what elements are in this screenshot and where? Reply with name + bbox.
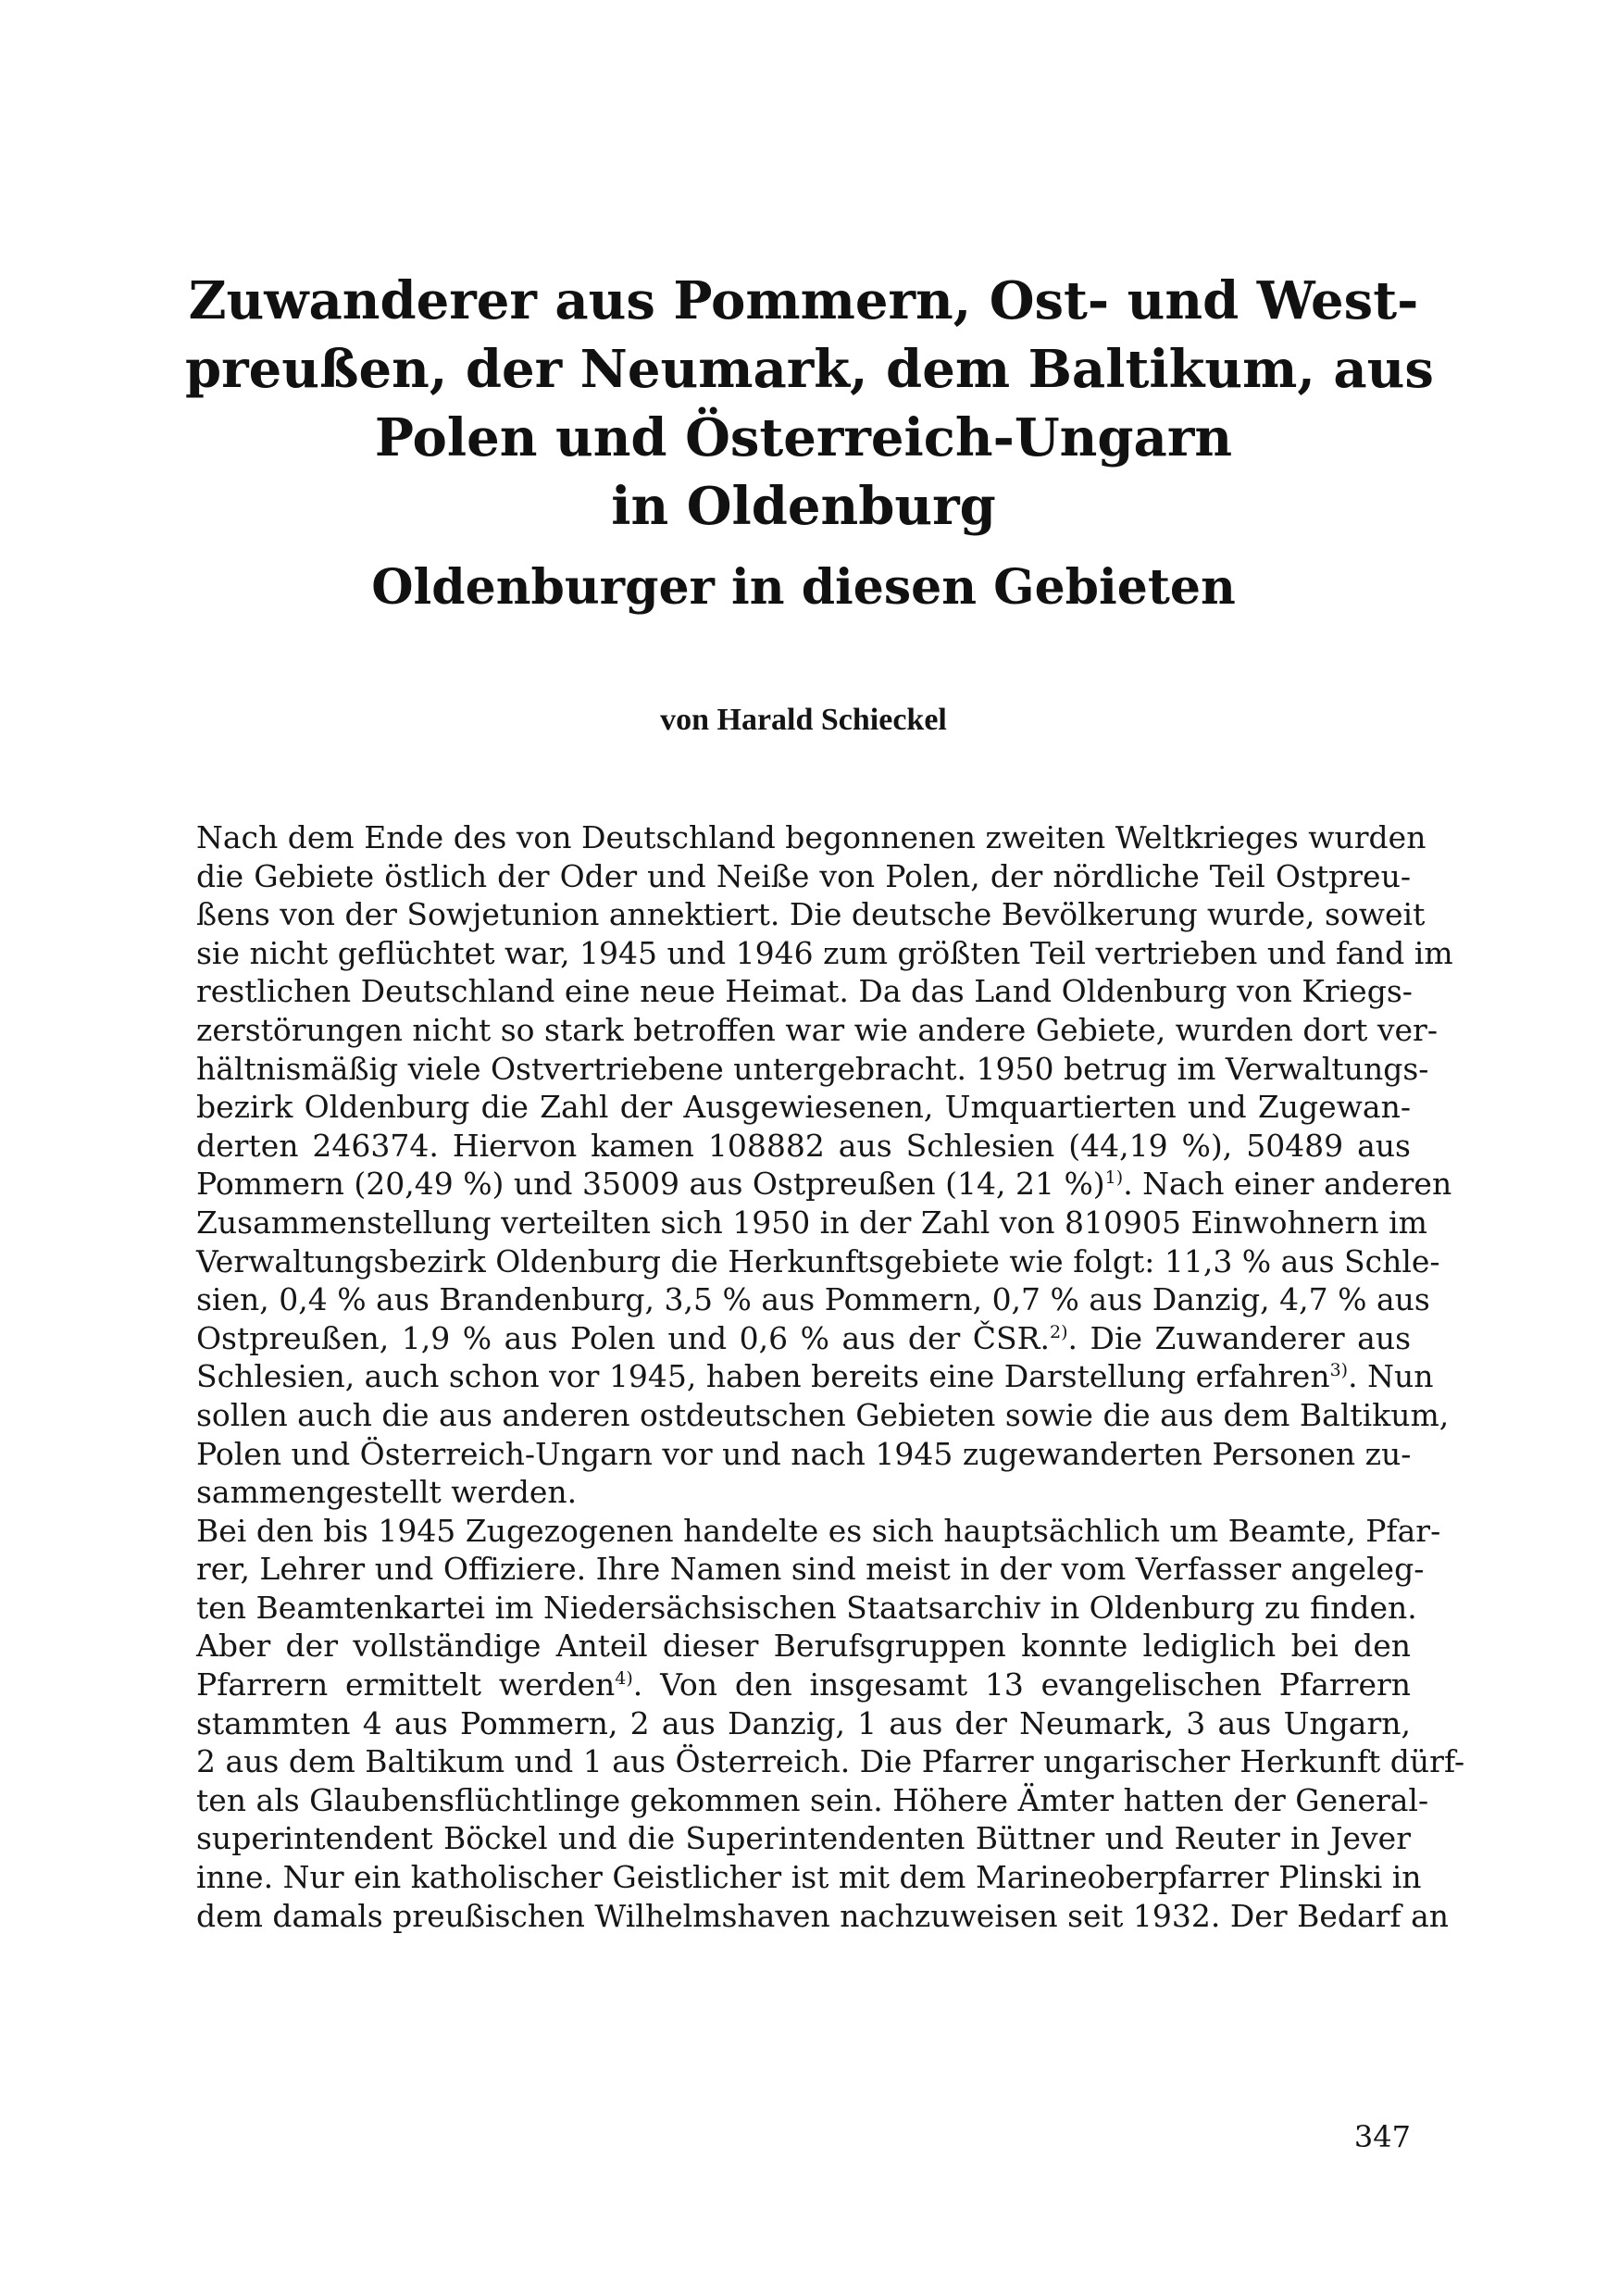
text-line-content: sammengestellt werden. xyxy=(196,1474,578,1511)
text-line-content: Verwaltungsbezirk Oldenburg die Herkunftsgebiete wie folgt: 11,3 % aus Schle- xyxy=(196,1242,1440,1279)
text-line-content: Schlesien, auch schon vor 1945, haben bereits eine Darstellung erfahren xyxy=(196,1358,1330,1395)
text-line-content: ten als Glaubensflüchtlinge gekommen sein. Höhere Ämter hatten der General- xyxy=(196,1781,1429,1818)
footnote-reference: 1) xyxy=(1104,1167,1124,1189)
text-line-content: sollen auch die aus anderen ostdeutschen Gebieten sowie die aus dem Baltikum, xyxy=(196,1396,1450,1433)
text-line xyxy=(196,1550,1425,1589)
text-line xyxy=(196,1473,1411,1512)
text-line xyxy=(196,1319,1411,1358)
text-line-content: Pfarrern ermittelt werden xyxy=(196,1666,616,1703)
text-line-content: Pommern (20,49 %) und 35009 aus Ostpreußen (14, 21 %) xyxy=(196,1166,1105,1203)
footnote-reference: 4) xyxy=(615,1668,633,1690)
footnote-reference: 2) xyxy=(1050,1321,1068,1342)
text-line-content: 2 aus dem Baltikum und 1 aus Österreich. Die Pfarrer ungarischer Herkunft dürf- xyxy=(196,1743,1465,1780)
text-line xyxy=(196,1589,1417,1628)
text-line-content: dem damals preußischen Wilhelmshaven nachzuweisen seit 1932. Der Bedarf an xyxy=(196,1897,1450,1934)
text-line-content: Aber der vollständige Anteil dieser Berufsgruppen konnte lediglich bei den xyxy=(196,1628,1411,1665)
text-line-content: Zusammenstellung verteilten sich 1950 in der Zahl von 810905 Einwohnern im xyxy=(196,1204,1427,1241)
article-title xyxy=(185,267,1434,541)
article-subtitle: Oldenburger in diesen Gebieten xyxy=(371,559,1236,616)
text-line-content: Bei den bis 1945 Zugezogenen handelte es sich hauptsächlich um Beamte, Pfar- xyxy=(196,1512,1441,1549)
text-line-continuation: . Nach einer anderen xyxy=(1123,1166,1452,1203)
text-line xyxy=(196,1088,1411,1127)
text-line xyxy=(196,857,1411,896)
text-line-content: Nach dem Ende des von Deutschland begonnenen zweiten Weltkrieges wurden xyxy=(196,819,1426,855)
text-line-content: sie nicht geflüchtet war, 1945 und 1946 zum größten Teil vertrieben und fand im xyxy=(196,934,1453,971)
text-line xyxy=(196,1742,1465,1781)
body-text xyxy=(196,818,1465,1935)
text-line xyxy=(196,1396,1450,1435)
text-line-content: inne. Nur ein katholischer Geistlicher ist mit dem Marineoberpfarrer Plinski in xyxy=(196,1859,1422,1896)
text-line xyxy=(196,1819,1411,1858)
text-line xyxy=(196,1204,1427,1242)
text-line xyxy=(196,1050,1429,1089)
text-line xyxy=(196,1435,1411,1474)
text-line xyxy=(196,1897,1450,1936)
text-line-content: superintendent Böckel und die Superintendenten Büttner und Reuter in Jever xyxy=(196,1820,1411,1857)
text-line-continuation: . Nun xyxy=(1348,1358,1434,1395)
title-line: Polen und Österreich-Ungarn xyxy=(374,407,1233,468)
text-line xyxy=(196,1666,1411,1704)
text-line-content: bezirk Oldenburg die Zahl der Ausgewiesenen, Umquartierten und Zugewan- xyxy=(196,1089,1411,1126)
text-line-content: derten 246374. Hiervon kamen 108882 aus Schlesien (44,19 %), 50489 aus xyxy=(196,1127,1411,1164)
text-line xyxy=(196,972,1411,1011)
footnote-reference: 3) xyxy=(1329,1360,1349,1381)
text-line xyxy=(196,1242,1440,1281)
title-line: Zuwanderer aus Pommern, Ost- und West- xyxy=(188,270,1419,331)
text-line xyxy=(196,1357,1434,1396)
text-line-content: Ostpreußen, 1,9 % aus Polen und 0,6 % aus der ČSR. xyxy=(196,1319,1050,1356)
text-line xyxy=(196,1165,1452,1204)
text-line-content: sien, 0,4 % aus Brandenburg, 3,5 % aus Pommern, 0,7 % aus Danzig, 4,7 % aus xyxy=(196,1281,1430,1318)
text-line-content: restlichen Deutschland eine neue Heimat. Da das Land Oldenburg von Kriegs- xyxy=(196,973,1413,1010)
text-line xyxy=(196,1627,1411,1666)
page-number: 347 xyxy=(1353,2119,1411,2154)
text-line xyxy=(196,1011,1438,1050)
text-line xyxy=(196,1781,1429,1820)
text-line-content: ten Beamtenkartei im Niedersächsischen Staatsarchiv in Oldenburg zu finden. xyxy=(196,1589,1417,1626)
text-line xyxy=(196,1512,1441,1551)
text-line xyxy=(196,934,1453,973)
text-line-content: stammten 4 aus Pommern, 2 aus Danzig, 1 aus der Neumark, 3 aus Ungarn, xyxy=(196,1704,1411,1741)
text-line-continuation: . Von den insgesamt 13 evangelischen Pfarrern xyxy=(632,1666,1411,1703)
title-line: in Oldenburg xyxy=(611,476,996,537)
text-line-content: ßens von der Sowjetunion annektiert. Die deutsche Bevölkerung wurde, soweit xyxy=(196,896,1426,933)
text-line xyxy=(196,1127,1411,1166)
text-line-content: rer, Lehrer und Offiziere. Ihre Namen sind meist in der vom Verfasser angeleg- xyxy=(196,1551,1425,1588)
text-line-content: zerstörungen nicht so stark betroffen war wie andere Gebiete, wurden dort ver- xyxy=(196,1011,1438,1048)
text-line-content: die Gebiete östlich der Oder und Neiße von Polen, der nördliche Teil Ostpreu- xyxy=(196,857,1411,894)
text-line xyxy=(196,818,1426,857)
title-line: preußen, der Neumark, dem Baltikum, aus xyxy=(185,339,1434,400)
text-line xyxy=(196,1280,1430,1319)
text-line xyxy=(196,1704,1411,1743)
text-line xyxy=(196,895,1426,934)
text-line-content: Polen und Österreich-Ungarn vor und nach 1945 zugewanderten Personen zu- xyxy=(196,1435,1412,1472)
author-byline: von Harald Schieckel xyxy=(660,703,947,737)
text-line-continuation: . Die Zuwanderer aus xyxy=(1067,1319,1412,1356)
text-line xyxy=(196,1858,1422,1897)
text-line-content: hältnismäßig viele Ostvertriebene untergebracht. 1950 betrug im Verwaltungs- xyxy=(196,1050,1429,1087)
